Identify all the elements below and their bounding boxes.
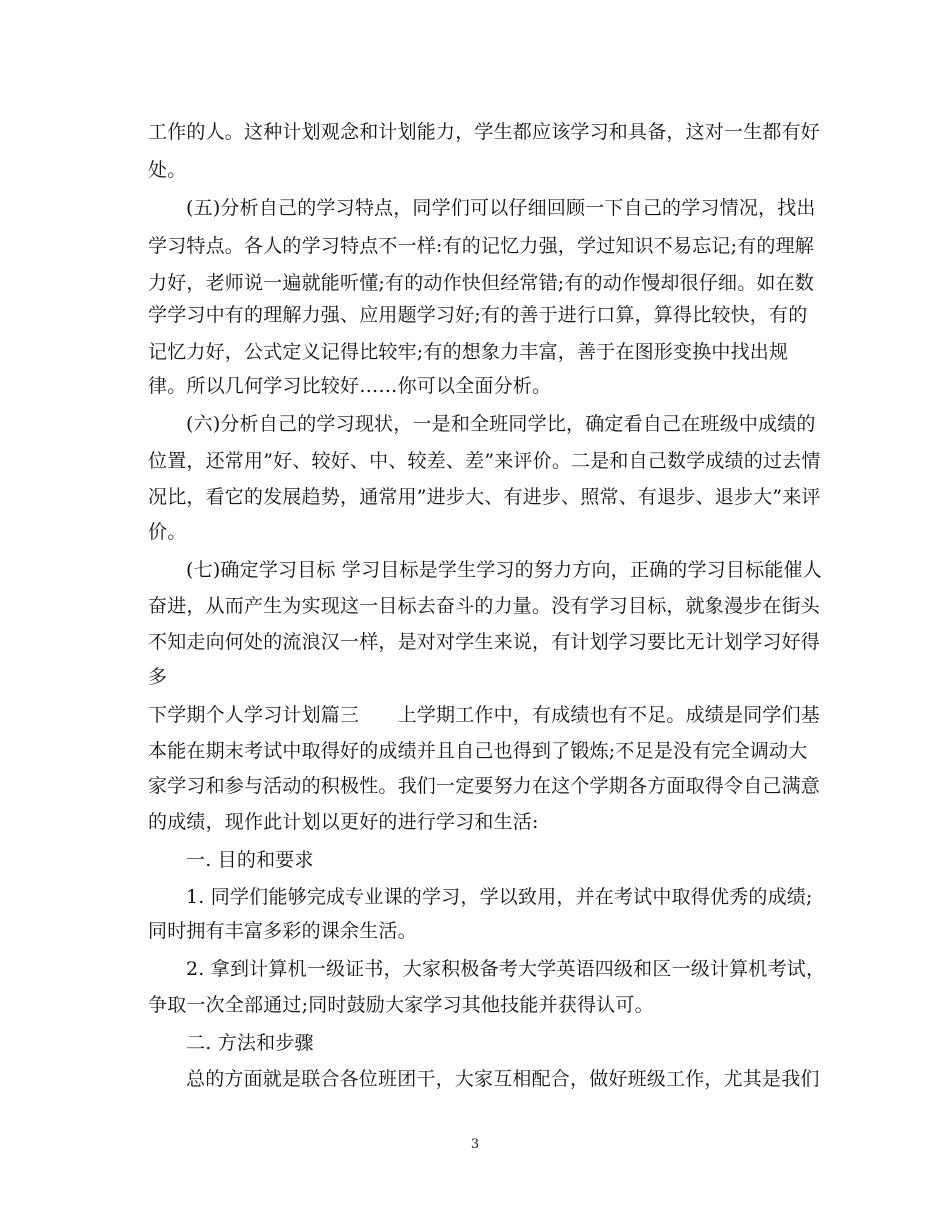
text-line: 不知走向何处的流浪汉一样，是对对学生来说，有计划学习要比无计划学习好得	[148, 631, 821, 653]
text-line: 多	[148, 666, 168, 688]
text-line: 记忆力好，公式定义记得比较牢;有的想象力丰富，善于在图形变换中找出规	[148, 341, 789, 363]
text-line: 奋进，从而产生为实现这一目标去奋斗的力量。没有学习目标，就象漫步在街头	[148, 595, 821, 617]
section-heading: 下学期个人学习计划篇三 上学期工作中，有成绩也有不足。成绩是同学们基	[148, 704, 821, 726]
text-line: (七)确定学习目标 学习目标是学生学习的努力方向，正确的学习目标能催人	[186, 559, 822, 581]
text-line: 力好，老师说一遍就能听懂;有的动作快但经常错;有的动作慢却很仔细。如在数	[148, 272, 815, 294]
text-line: 家学习和参与活动的积极性。我们一定要努力在这个学期各方面取得令自己满意	[148, 775, 821, 797]
text-line: 处。	[148, 159, 187, 181]
text-line: 价。	[148, 521, 187, 543]
text-line: 工作的人。这种计划观念和计划能力，学生都应该学习和具备，这对一生都有好	[148, 121, 821, 143]
text-line: 本能在期末考试中取得好的成绩并且自己也得到了锻炼;不足是没有完全调动大	[148, 740, 808, 762]
text-line: (六)分析自己的学习现状，一是和全班同学比，确定看自己在班级中成绩的	[186, 413, 816, 435]
text-line: 律。所以几何学习比较好……你可以全面分析。	[148, 375, 552, 397]
text-line: 的成绩，现作此计划以更好的进行学习和生活:	[148, 811, 539, 833]
text-line: 同时拥有丰富多彩的课余生活。	[148, 920, 417, 942]
text-line: 学学习中有的理解力强、应用题学习好;有的善于进行口算，算得比较快，有的	[148, 304, 808, 326]
text-line: 一. 目的和要求	[186, 849, 314, 871]
page-number: 3	[470, 1137, 480, 1152]
text-line: 学习特点。各人的学习特点不一样:有的记忆力强，学过知识不易忘记;有的理解	[148, 235, 815, 257]
text-line: 争取一次全部通过;同时鼓励大家学习其他技能并获得认可。	[148, 994, 654, 1016]
text-line: 总的方面就是联合各位班团干，大家互相配合，做好班级工作，尤其是我们	[186, 1068, 820, 1090]
text-line: 1. 同学们能够完成专业课的学习，学以致用，并在考试中取得优秀的成绩;	[186, 886, 813, 908]
text-line: 位置，还常用”好、较好、中、较差、差”来评价。二是和自己数学成绩的过去情	[148, 450, 821, 472]
text-line: 二. 方法和步骤	[186, 1032, 314, 1054]
text-line: (五)分析自己的学习特点，同学们可以仔细回顾一下自己的学习情况，找出	[186, 197, 816, 219]
text-line: 况比，看它的发展趋势，通常用”进步大、有进步、照常、有退步、退步大”来评	[148, 486, 821, 508]
text-line: 2. 拿到计算机一级证书，大家积极备考大学英语四级和区一级计算机考试，	[186, 958, 826, 980]
